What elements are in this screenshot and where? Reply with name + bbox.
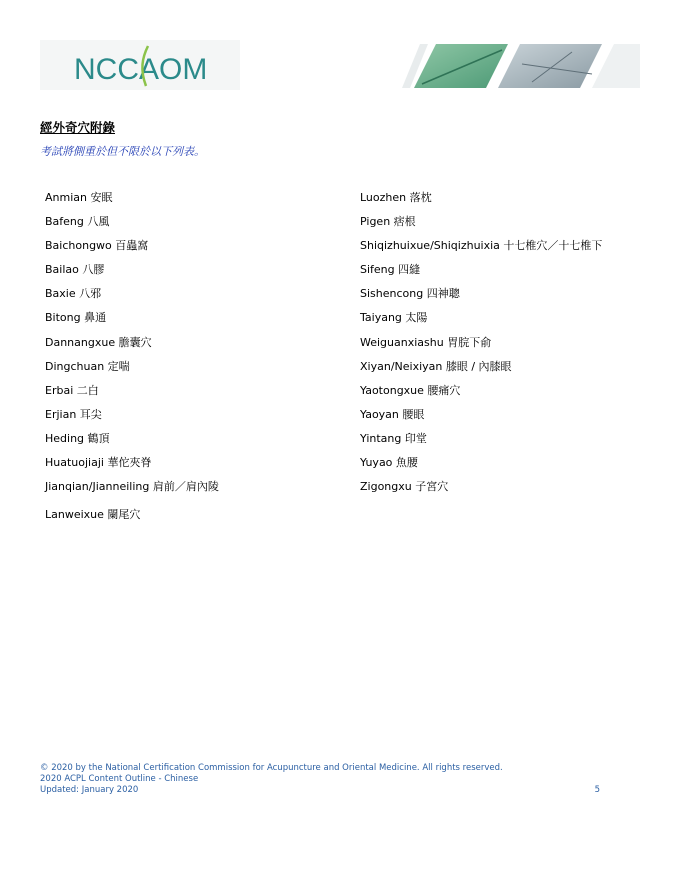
point-item: Baxie 八邪 (45, 287, 102, 301)
footer-updated: Updated: January 2020 (40, 785, 139, 795)
nccaom-logo (72, 44, 222, 88)
point-item: Huatuojiaji 華佗夾脊 (45, 456, 152, 470)
point-item: Sishencong 四神聰 (360, 287, 460, 301)
point-item: Bafeng 八風 (45, 215, 110, 229)
point-item: Baichongwo 百蟲窩 (45, 239, 149, 253)
logo-text: NCCAOM (74, 53, 208, 86)
point-item: Dingchuan 定喘 (45, 359, 130, 373)
point-item: Bitong 鼻通 (45, 311, 107, 325)
point-item: Yintang 印堂 (360, 431, 427, 445)
logo-area (40, 40, 240, 90)
section-title: 經外奇穴附錄 (40, 120, 116, 135)
point-item: Taiyang 太陽 (360, 311, 428, 325)
page-footer (40, 763, 600, 796)
point-item: Anmian 安眠 (45, 191, 113, 204)
points-list-left (45, 188, 219, 529)
point-item: Weiguanxiashu 胃脘下俞 (360, 335, 492, 349)
footer-doc-title: 2020 ACPL Content Outline - Chinese (40, 774, 199, 784)
point-item: Sifeng 四縫 (360, 263, 421, 277)
header-banner-image (402, 44, 640, 88)
point-item: Yaoyan 腰眼 (360, 407, 425, 421)
point-item: Dannangxue 膽囊穴 (45, 335, 152, 349)
point-item: Jianqian/Jianneiling 肩前／肩內陵 (45, 480, 219, 494)
banner-frost-panel (498, 44, 602, 88)
points-list-right (360, 188, 602, 501)
point-item: Xiyan/Neixiyan 膝眼 / 內膝眼 (360, 359, 512, 373)
section-subtitle: 考試將側重於但不限於以下列表。 (40, 145, 205, 158)
point-item: Lanweixue 闌尾穴 (45, 508, 141, 522)
point-item: Yuyao 魚腰 (360, 456, 418, 470)
point-item: Heding 鶴頂 (45, 431, 110, 445)
point-item: Yaotongxue 腰痛穴 (360, 383, 461, 397)
page-header (40, 40, 640, 90)
point-item: Erjian 耳尖 (45, 407, 102, 421)
point-item: Luozhen 落枕 (360, 191, 432, 204)
point-item: Zigongxu 子宮穴 (360, 480, 449, 494)
point-item: Erbai 二白 (45, 383, 99, 397)
banner-end-panel (592, 44, 640, 88)
point-item: Shiqizhuixue/Shiqizhuixia 十七椎穴／十七椎下 (360, 239, 603, 253)
page-number: 5 (594, 785, 600, 795)
footer-copyright: © 2020 by the National Certification Commission for Acupuncture and Oriental Medicine. All rights reserved. (40, 763, 503, 773)
point-item: Pigen 痞根 (360, 215, 416, 229)
point-item: Bailao 八膠 (45, 263, 105, 277)
